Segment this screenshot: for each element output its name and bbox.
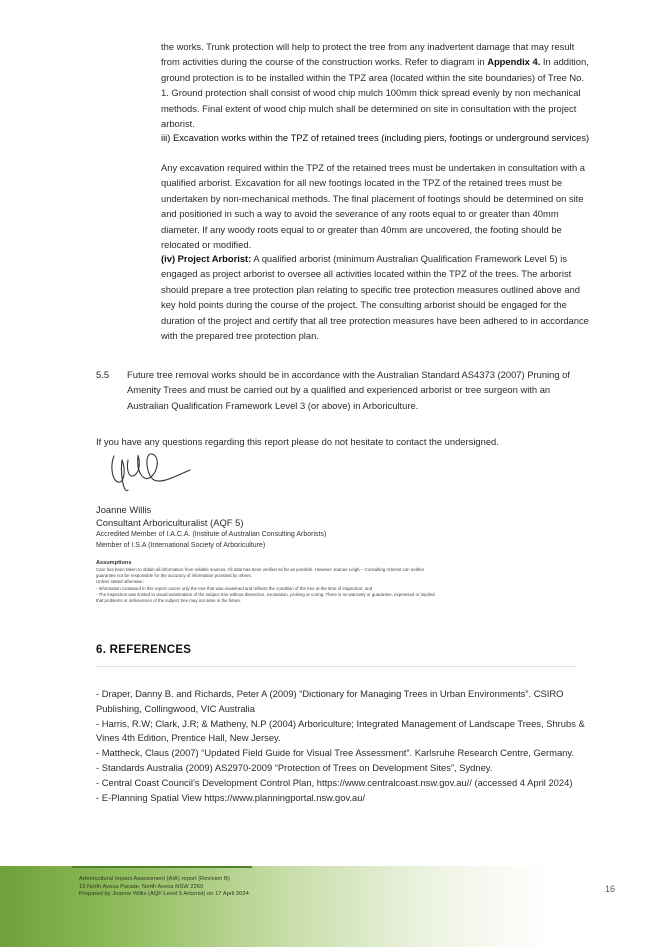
footer-report-info <box>79 876 249 899</box>
reference-item: - Standards Australia (2009) AS2970-2009 “Protection of Trees on Development Sites”, Sydney. <box>96 761 493 773</box>
assumptions-title: Assumptions <box>96 560 132 566</box>
membership-isa: Member of I.S.A (International Society of Arboriculture) <box>96 542 266 550</box>
reference-item: - E-Planning Spatial View https://www.planningportal.nsw.gov.au/ <box>96 791 366 803</box>
assumptions-line: Care has been taken to obtain all information from reliable sources. All data has been verified as far as possible. However Joanne Leigh – Consulting Arborist can neither <box>96 567 425 572</box>
footer-divider <box>72 866 252 868</box>
signature-image <box>106 446 196 500</box>
section-5-5-text: Future tree removal works should be in accordance with the Australian Standard AS4373 (2007) Pruning of Amenity Trees and must be carried out by a qualified and experienced arborist or tree surgeon with an Australian Qualification Framework Level 3 (or above) in Arboriculture. <box>127 369 570 411</box>
assumptions-line: - The inspection was limited to visual examination of the subject tree without dissection, excavation, probing or coring. There is no warranty or guarantee, expressed or implied <box>96 591 435 597</box>
trunk-protection-paragraph <box>161 39 591 131</box>
assumptions-line: - Information contained in this report covers only the tree that was examined and reflects the condition of the tree at the time of inspection: and <box>96 585 373 591</box>
excavation-heading: iii) Excavation works within the TPZ of retained trees (including piers, footings or underground services) <box>161 132 590 143</box>
reference-item: - Draper, Danny B. and Richards, Peter A (2009) “Dictionary for Managing Trees in Urban Environments”. CSIRO Publishing, Collingwood, VIC Australia <box>96 688 564 714</box>
references-heading: 6. REFERENCES <box>96 644 192 656</box>
project-arborist-heading: (iv) Project Arborist: <box>161 253 252 264</box>
assumptions-block <box>96 560 596 604</box>
excavation-paragraph: Any excavation required within the TPZ of the retained trees must be undertaken in consultation with a qualified arborist. Excavation for all new footings located in the TPZ of the retained trees must be undertaken by non-mechanical methods. The final placement of footings should be determined on site and positioned in such a way to avoid the severance of any roots equal to or greater than 40mm diameter. If any woody roots equal to or greater than 40mm are uncovered, the footing should be relocated or modified. <box>161 162 586 251</box>
assumptions-line: Unless stated otherwise: <box>96 579 144 585</box>
trunk-protection-text-pre: the works. Trunk protection will help to protect the tree from any inadvertent damage that may result from activities during the course of the construction works. Refer to diagram in <box>161 41 575 68</box>
assumptions-line: that problems or deficiencies of the subject tree may not arise in the future. <box>96 598 242 604</box>
references-list <box>96 687 596 805</box>
reference-item: - Central Coast Council’s Development Control Plan, https://www.centralcoast.nsw.gov.au// (accessed 4 April 2024) <box>96 776 573 788</box>
reference-item: - Harris, R.W; Clark, J.R; & Matheny, N.P (2004) Arboriculture; Integrated Management of Landscape Trees, Shrubs & Vines 4th Edition, Prentice Hall, New Jersey. <box>96 717 585 744</box>
closing-statement: If you have any questions regarding this report please do not hesitate to contact the undersigned. <box>96 436 499 447</box>
membership-iaca: Accredited Member of I.A.C.A. (Institute of Australian Consulting Arborists) <box>96 531 327 539</box>
footer-report-title: Arboricultural Impact Assessment (AIA) report (Revision B) <box>79 876 230 882</box>
page-number: 16 <box>605 884 616 894</box>
section-5-5-number: 5.5 <box>96 369 110 380</box>
signatory-name: Joanne Willis <box>96 504 152 515</box>
trunk-protection-text-post: In addition, ground protection is to be installed within the TPZ area (located within the site boundaries) of Tree No. 1. Ground protection shall consist of wood chip mulch 100mm thick spread evenly by non mechanical methods. Final extent of wood chip mulch shall be determined on site in consultation with the project arborist. <box>161 56 589 130</box>
appendix-reference: Appendix 4. <box>487 56 541 68</box>
page-footer <box>0 866 670 947</box>
footer-address: 15 North Avoca Parade, North Avoca NSW 2260 <box>79 883 204 890</box>
signature-block <box>96 503 596 551</box>
footer-prepared-by: Prepared by Joanne Willis (AQF Level 5 Arborist) on 17 April 2024 <box>79 891 249 898</box>
signatory-title: Consultant Arboriculturalist (AQF 5) <box>96 517 244 529</box>
references-divider <box>96 666 576 667</box>
reference-item: - Mattheck, Claus (2007) “Updated Field Guide for Visual Tree Assessment”. Karlsruhe Research Centre, Germany. <box>96 747 574 759</box>
assumptions-line: guarantee nor be responsible for the accuracy of information provided by others. <box>96 573 252 579</box>
project-arborist-text: A qualified arborist (minimum Australian Qualification Framework Level 5) is engaged as project arborist to oversee all activities located within the TPZ of the trees. The arborist should prepare a tree protection plan relating to specific tree protection measures outlined above and key hold points during the course of the project. The consulting arborist should be engaged for the duration of the project and certify that all tree protection measures have been adhered to in accordance with the prepared tree protection plan. <box>161 253 589 342</box>
project-arborist-paragraph <box>161 251 591 343</box>
